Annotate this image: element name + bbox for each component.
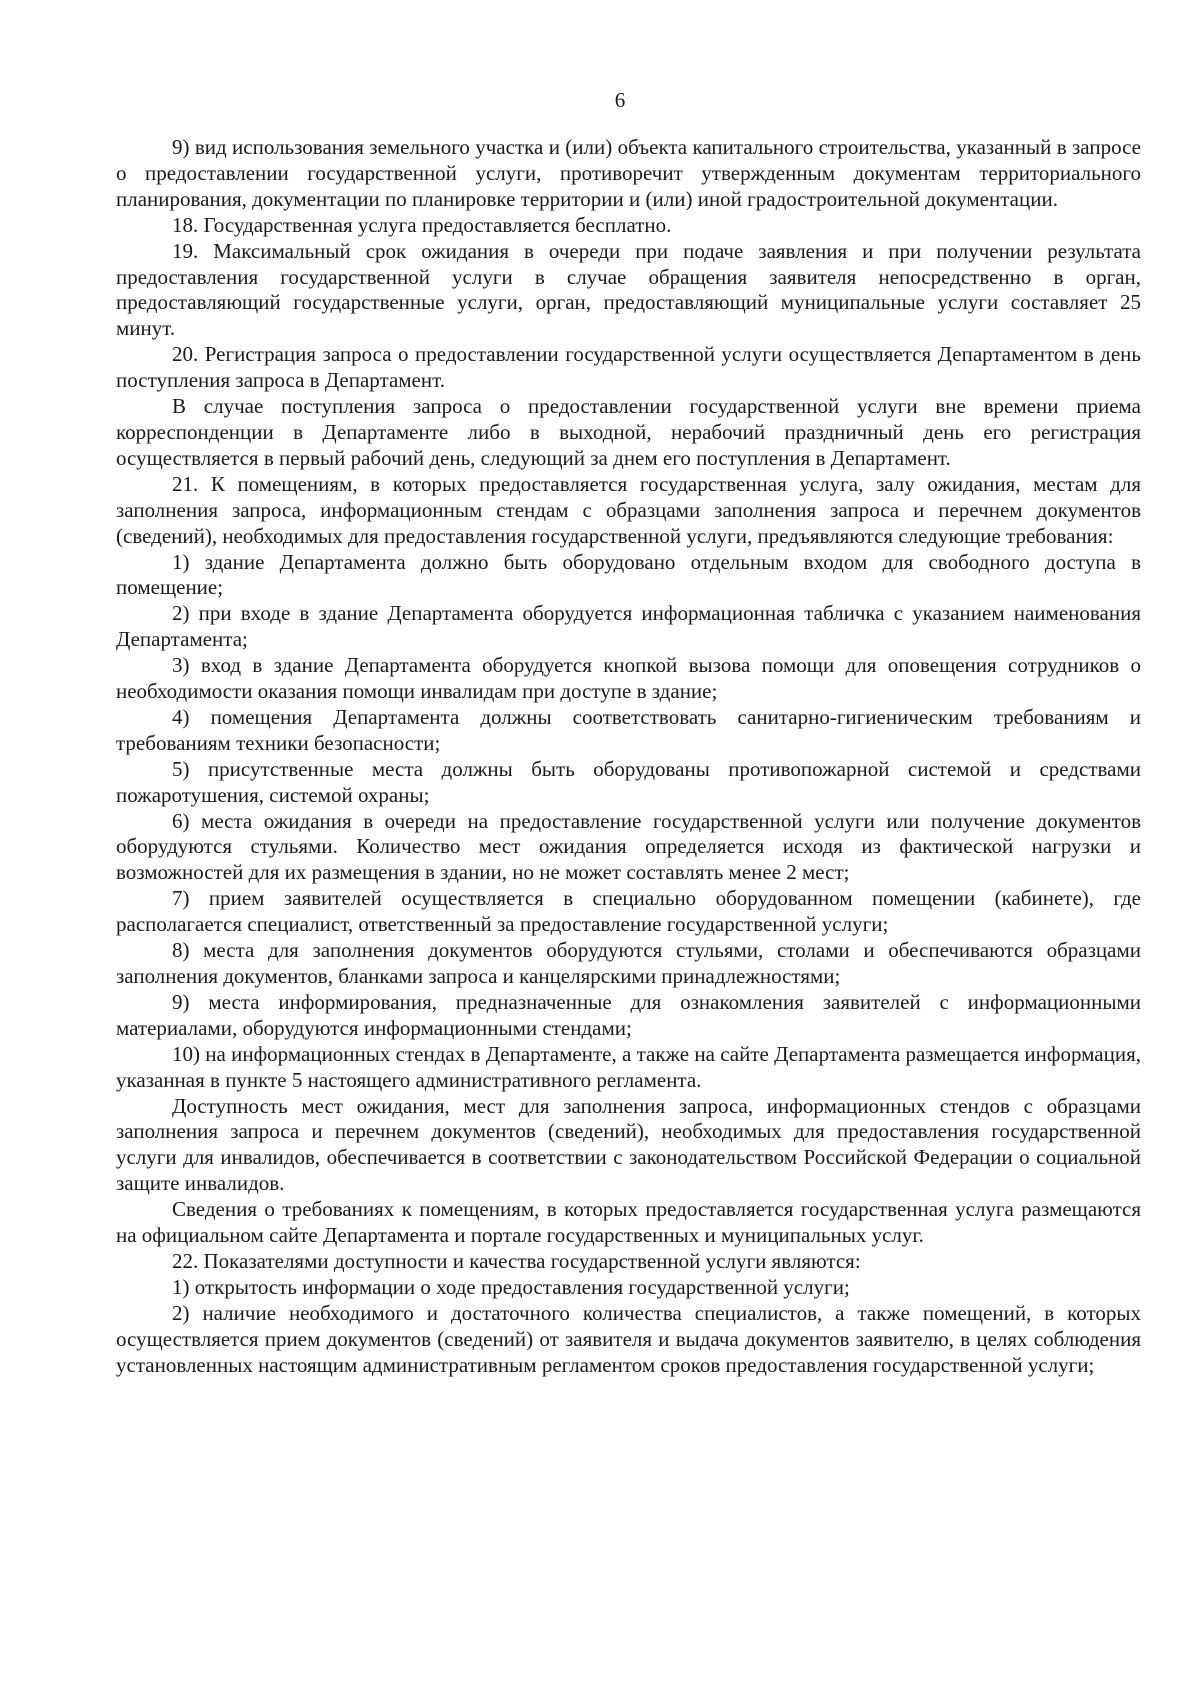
paragraph-premises-info-publication: Сведения о требованиях к помещениям, в которых предоставляется государственная услуга размещаются на официальном сайте Департамента и портале государственных и муниципальных услуг. <box>116 1197 1141 1248</box>
requirement-item-8: 8) места для заполнения документов оборудуются стульями, столами и обеспечиваются образцами заполнения документов, бланками запроса и канцелярскими принадлежностями; <box>116 938 1141 988</box>
requirement-item-2: 2) при входе в здание Департамента оборудуется информационная табличка с указанием наименования Департамента; <box>116 601 1141 652</box>
indicator-item-2: 2) наличие необходимого и достаточного количества специалистов, а также помещений, в которых осуществляется прием документов (сведений) от заявителя и выдача документов заявителю, в целях соблюдения установленных настоящим административным регламентом сроков предоставления государственной услуги; <box>116 1300 1141 1377</box>
document-body <box>116 135 1141 1379</box>
paragraph-item-9-land-use: 9) вид использования земельного участка и (или) объекта капитального строительства, указанный в запросе о предоставлении государственной услуги, противоречит утвержденным документам территориального планирования, документации по планировке территории и (или) иной градостроительной документации. <box>116 135 1141 211</box>
requirement-item-10: 10) на информационных стендах в Департаменте, а также на сайте Департамента размещается информация, указанная в пункте 5 настоящего административного регламента. <box>116 1041 1141 1092</box>
requirement-item-7: 7) прием заявителей осуществляется в специально оборудованном помещении (кабинете), где располагается специалист, ответственный за предоставление государственной услуги; <box>116 886 1141 937</box>
indicator-item-1: 1) открытость информации о ходе предоставления государственной услуги; <box>172 1274 850 1299</box>
requirement-item-6: 6) места ожидания в очереди на предоставление государственной услуги или получение документов оборудуются стульями. Количество мест ожидания определяется исходя из фактической нагрузки и возможностей для их размещения в здании, но не может составлять менее 2 мест; <box>116 808 1141 885</box>
paragraph-21-premises-requirements: 21. К помещениям, в которых предоставляется государственная услуга, залу ожидания, местам для заполнения запроса, информационным стендам с образцами заполнения запроса и перечнем документов (сведений), необходимых для предоставления государственной услуги, предъявляются следующие требования: <box>116 471 1141 548</box>
paragraph-20-after-hours: В случае поступления запроса о предоставлении государственной услуги вне времени приема корреспонденции в Департаменте либо в выходной, нерабочий праздничный день его регистрация осуществляется в первый рабочий день, следующий за днем его поступления в Департамент. <box>116 394 1141 470</box>
requirement-item-4: 4) помещения Департамента должны соответствовать санитарно-гигиеническим требованиям и требованиям техники безопасности; <box>116 704 1141 755</box>
paragraph-19-waiting-time: 19. Максимальный срок ожидания в очереди при подаче заявления и при получении результата предоставления государственной услуги в случае обращения заявителя непосредственно в орган, предоставляющий государственные услуги, орган, предоставляющий муниципальные услуги составляет 25 минут. <box>116 238 1141 341</box>
paragraph-22-quality-indicators: 22. Показателями доступности и качества государственной услуги являются: <box>172 1248 861 1273</box>
paragraph-20-registration: 20. Регистрация запроса о предоставлении государственной услуги осуществляется Департаментом в день поступления запроса в Департамент. <box>116 342 1141 393</box>
requirement-item-9: 9) места информирования, предназначенные для ознакомления заявителей с информационными материалами, оборудуются информационными стендами; <box>116 989 1141 1040</box>
requirement-item-5: 5) присутственные места должны быть оборудованы противопожарной системой и средствами пожаротушения, системой охраны; <box>116 756 1141 807</box>
requirement-item-3: 3) вход в здание Департамента оборудуется кнопкой вызова помощи для оповещения сотрудников о необходимости оказания помощи инвалидам при доступе в здание; <box>116 653 1141 704</box>
paragraph-18-free-service: 18. Государственная услуга предоставляется бесплатно. <box>172 212 672 237</box>
requirement-item-1: 1) здание Департамента должно быть оборудовано отдельным входом для свободного доступа в помещение; <box>116 549 1141 600</box>
paragraph-accessibility: Доступность мест ожидания, мест для заполнения запроса, информационных стендов с образцами заполнения запроса и перечнем документов (сведений), необходимых для предоставления государственной услуги для инвалидов, обеспечивается в соответствии с законодательством Российской Федерации о социальной защите инвалидов. <box>116 1093 1141 1196</box>
page-number: 6 <box>614 88 626 112</box>
